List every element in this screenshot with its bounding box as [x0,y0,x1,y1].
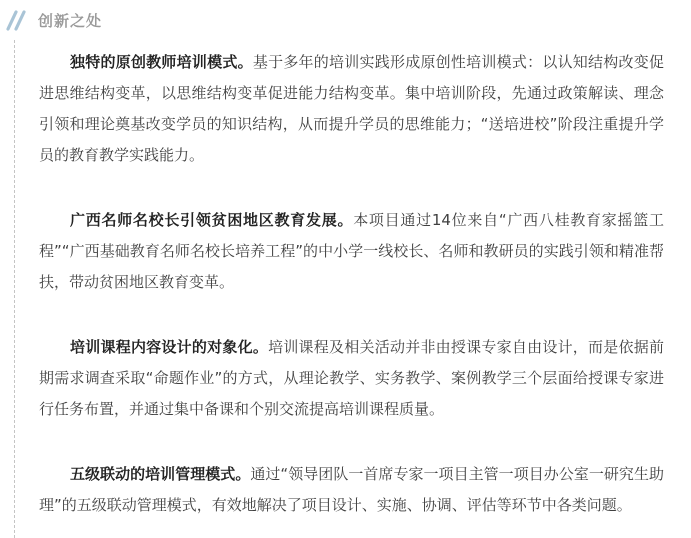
section-title: 创新之处 [38,11,103,30]
paragraph-2 [39,205,664,298]
article-body [39,47,664,538]
paragraph-text: 通过“领导团队一首席专家一项目主管一项目办公室一研究生助理”的五级联动管理模式，有效地解决了项目设计、实施、协调、评估等环节中各类问题。 [39,465,664,514]
paragraph-lead: 独特的原创教师培训模式。 [70,53,253,71]
paragraph-lead: 培训课程内容设计的对象化。 [70,338,269,356]
double-slash-icon [5,9,29,31]
paragraph-lead: 广西名师名校长引领贫困地区教育发展。 [70,211,354,229]
paragraph-text: 基于多年的培训实践形成原创性培训模式：以认知结构改变促进思维结构变革，以思维结构变革促进能力结构变革。集中培训阶段，先通过政策解读、理念引领和理论奠基改变学员的知识结构，从而提升学员的思维能力；“送培进校”阶段注重提升学员的教育教学实践能力。 [39,53,664,164]
paragraph-lead: 五级联动的培训管理模式。 [70,465,251,483]
paragraph-text: 培训课程及相关活动并非由授课专家自由设计，而是依据前期需求调查采取“命题作业”的方式，从理论教学、实务教学、案例教学三个层面给授课专家进行任务布置，并通过集中备课和个别交流提高培训课程质量。 [39,338,664,418]
paragraph-3 [39,332,664,425]
paragraph-text: 本项目通过14位来自“广西八桂教育家摇篮工程”“广西基础教育名师名校长培养工程”的中小学一线校长、名师和教研员的实践引领和精准帮扶，带动贫困地区教育变革。 [39,211,664,291]
dashed-divider [14,40,15,538]
paragraph-1 [39,47,664,171]
paragraph-4 [39,459,664,521]
section-header [5,8,102,32]
